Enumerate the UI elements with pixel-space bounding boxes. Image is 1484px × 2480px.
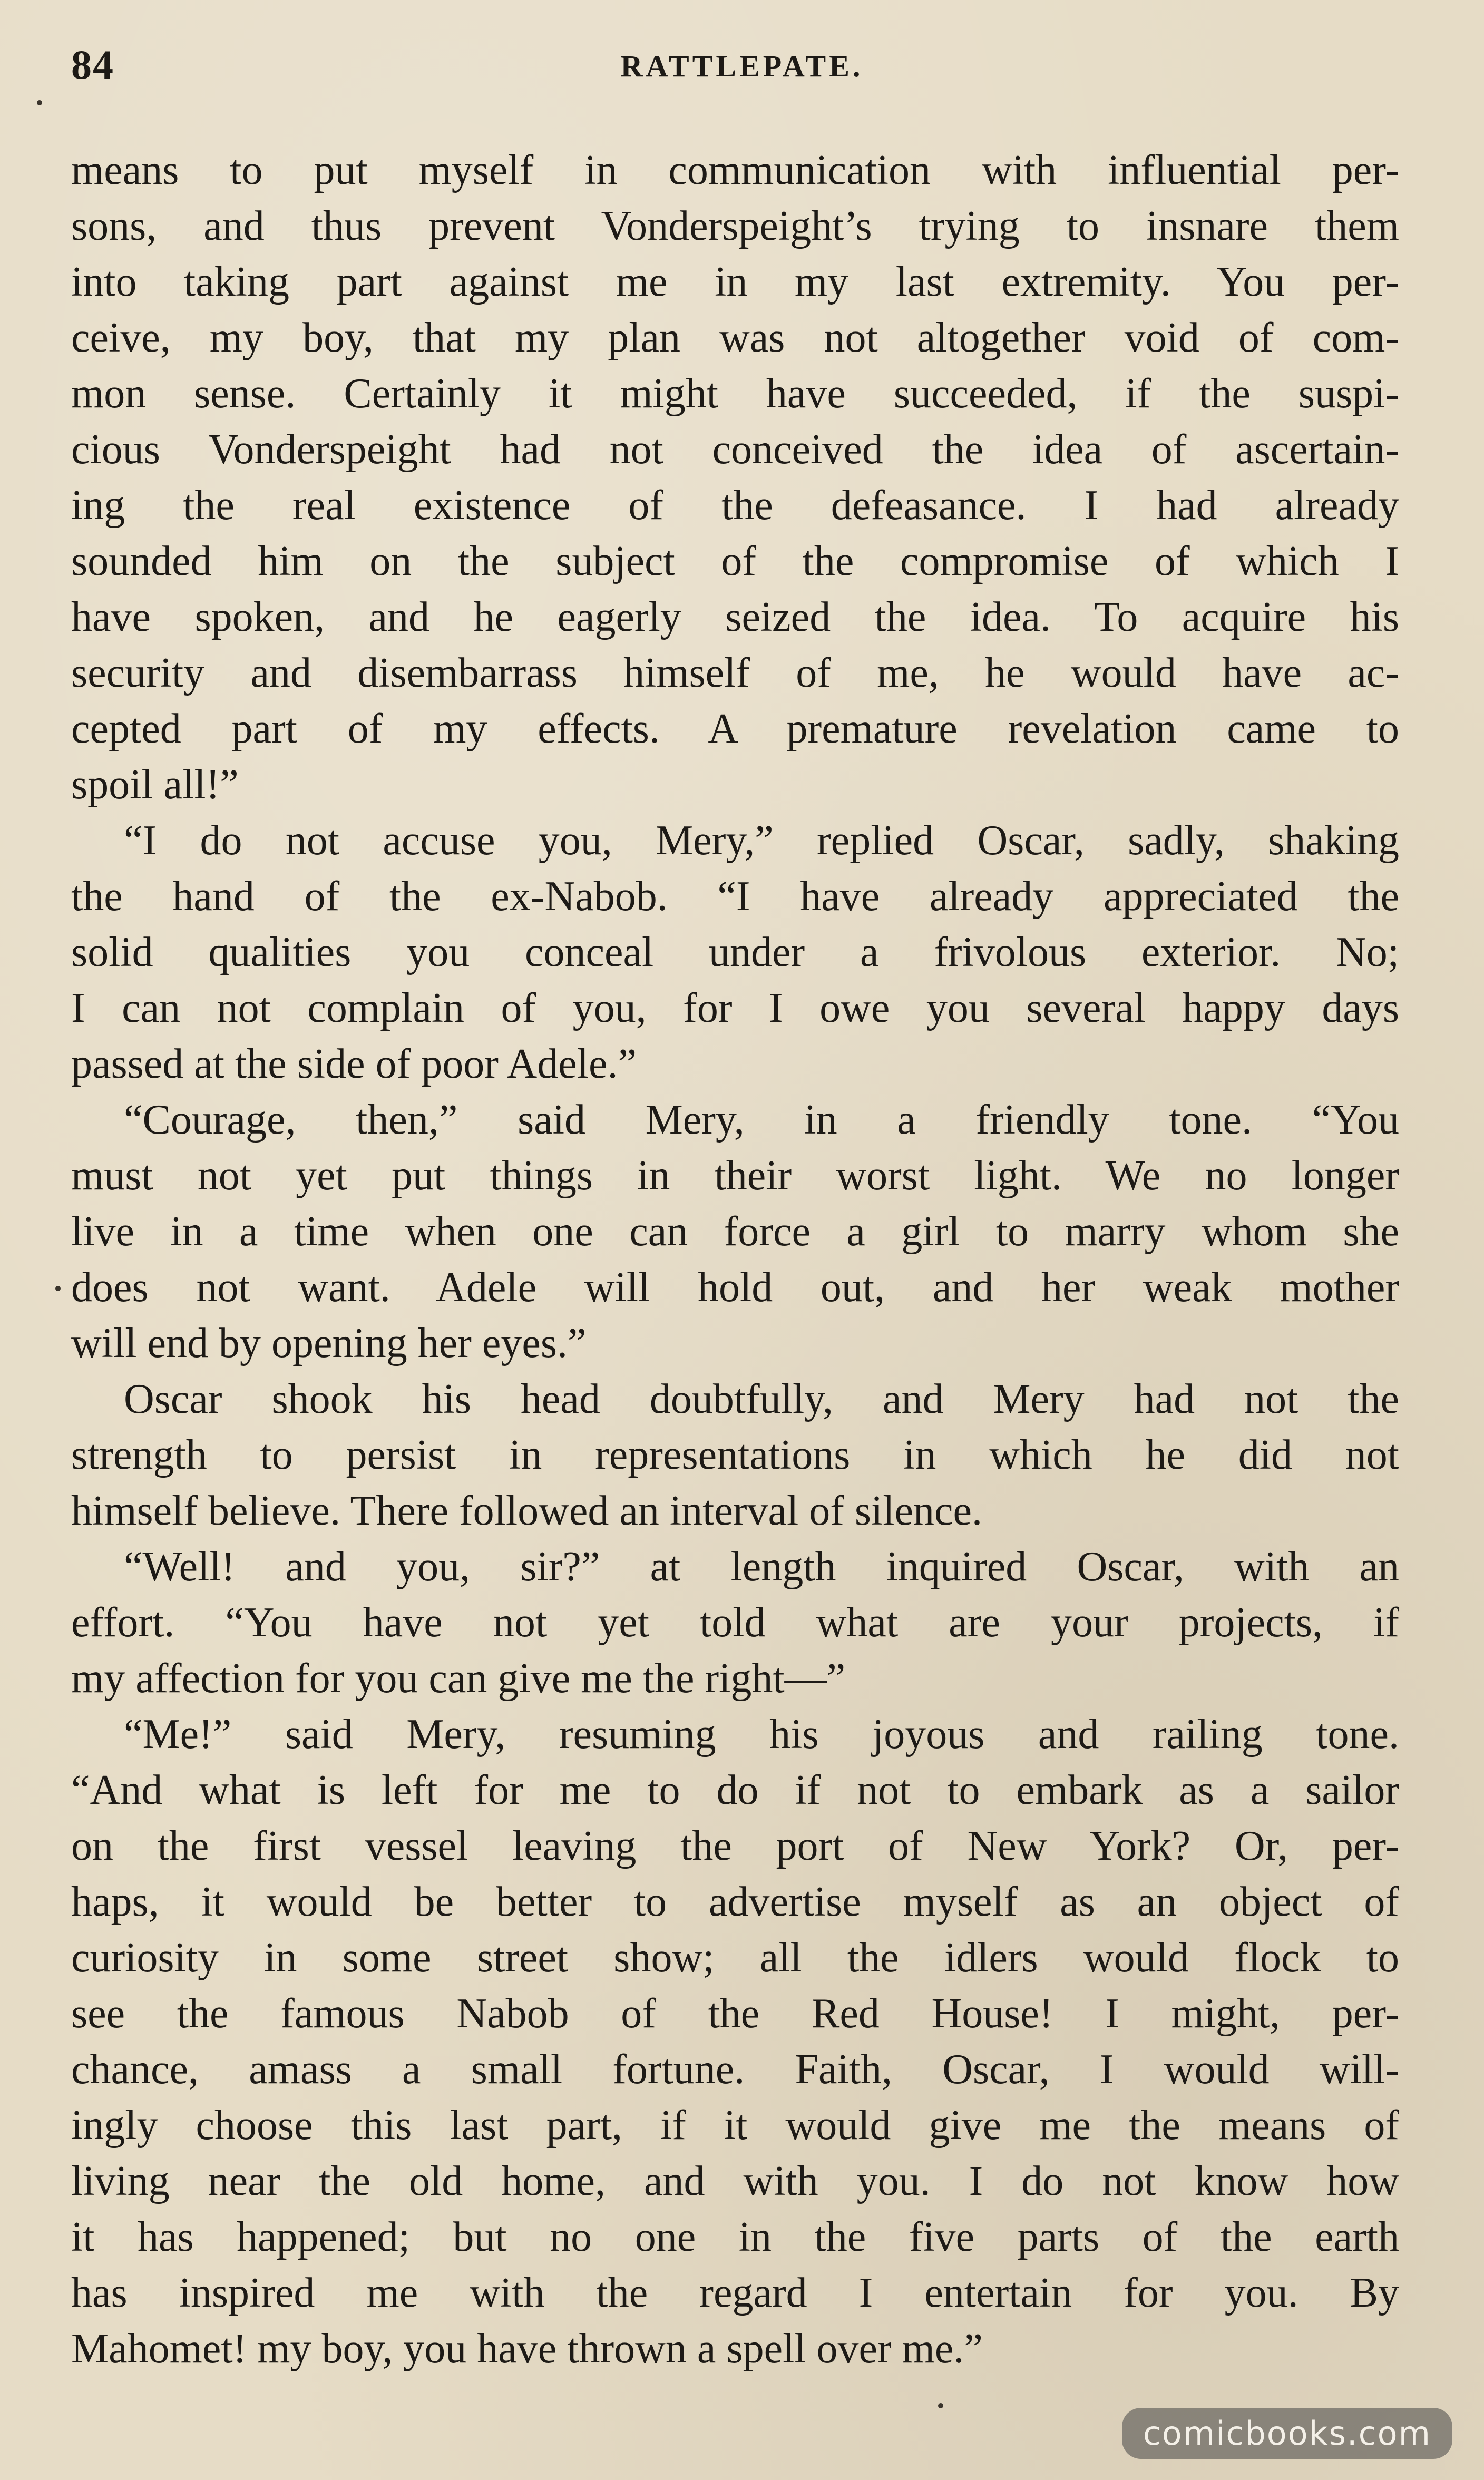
text-line: “I do not accuse you, Mery,” replied Oscar, sadly, shaking (124, 817, 1399, 864)
text-line: effort. “You have not yet told what are your projects, if (71, 1599, 1399, 1646)
text-line: have spoken, and he eagerly seized the idea. To acquire his (71, 594, 1399, 640)
text-line: ingly choose this last part, if it would give me the means of (71, 2102, 1399, 2149)
paragraph (71, 1092, 1399, 1371)
text-line: ing the real existence of the defeasance. I had already (71, 482, 1399, 529)
print-speck (37, 100, 42, 105)
text-line: it has happened; but no one in the five parts of the earth (71, 2214, 1399, 2260)
text-line: on the first vessel leaving the port of New York? Or, per- (71, 1823, 1399, 1869)
text-line: “Courage, then,” said Mery, in a friendly tone. “You (124, 1097, 1399, 1143)
text-line: haps, it would be better to advertise myself as an object of (71, 1879, 1399, 1925)
text-line: means to put myself in communication with influential per- (71, 147, 1399, 193)
text-line: chance, amass a small fortune. Faith, Oscar, I would will- (71, 2046, 1399, 2093)
paragraph (71, 813, 1399, 1092)
paragraph (71, 1371, 1399, 1539)
text-line: living near the old home, and with you. I do not know how (71, 2158, 1399, 2204)
paragraph (71, 1706, 1399, 2377)
text-line: Mahomet! my boy, you have thrown a spell over me.” (71, 2326, 983, 2372)
text-line: passed at the side of poor Adele.” (71, 1041, 637, 1087)
text-line: does not want. Adele will hold out, and her weak mother (71, 1264, 1399, 1311)
text-line: I can not complain of you, for I owe you several happy days (71, 985, 1399, 1031)
text-line: security and disembarrass himself of me, he would have ac- (71, 650, 1399, 696)
paragraph (71, 1539, 1399, 1706)
text-line: himself believe. There followed an interval of silence. (71, 1488, 982, 1534)
text-line: live in a time when one can force a girl to marry whom she (71, 1208, 1399, 1255)
watermark-badge: comicbooks.com (1122, 2408, 1452, 2459)
paragraph (71, 142, 1399, 813)
text-line: “And what is left for me to do if not to embark as a sailor (71, 1767, 1399, 1813)
text-line: has inspired me with the regard I entertain for you. By (71, 2270, 1399, 2316)
text-line: mon sense. Certainly it might have succeeded, if the suspi- (71, 370, 1399, 417)
text-line: strength to persist in representations in which he did not (71, 1432, 1399, 1478)
text-line: sons, and thus prevent Vonderspeight’s trying to insnare them (71, 203, 1399, 249)
text-line: my affection for you can give me the right—” (71, 1655, 846, 1702)
text-line: “Well! and you, sir?” at length inquired Oscar, with an (124, 1544, 1399, 1590)
print-speck (938, 2403, 943, 2408)
text-line: cepted part of my effects. A premature revelation came to (71, 706, 1399, 752)
text-line: solid qualities you conceal under a frivolous exterior. No; (71, 929, 1399, 975)
text-line: see the famous Nabob of the Red House! I might, per- (71, 1990, 1399, 2037)
text-line: ceive, my boy, that my plan was not altogether void of com- (71, 315, 1399, 361)
text-line: Oscar shook his head doubtfully, and Mery had not the (124, 1376, 1399, 1422)
text-line: sounded him on the subject of the compromise of which I (71, 538, 1399, 584)
text-line: curiosity in some street show; all the idlers would flock to (71, 1935, 1399, 1981)
text-line: will end by opening her eyes.” (71, 1320, 587, 1366)
page-number: 84 (71, 42, 114, 87)
text-line: into taking part against me in my last extremity. You per- (71, 259, 1399, 305)
text-line: the hand of the ex-Nabob. “I have already appreciated the (71, 873, 1399, 920)
text-line: must not yet put things in their worst light. We no longer (71, 1153, 1399, 1199)
print-speck (55, 1286, 61, 1291)
text-line: spoil all!” (71, 761, 239, 808)
running-title: RATTLEPATE. (620, 49, 864, 83)
text-line: cious Vonderspeight had not conceived the idea of ascertain- (71, 426, 1399, 473)
text-line: “Me!” said Mery, resuming his joyous and railing tone. (124, 1711, 1399, 1758)
body-text (71, 142, 1399, 2377)
